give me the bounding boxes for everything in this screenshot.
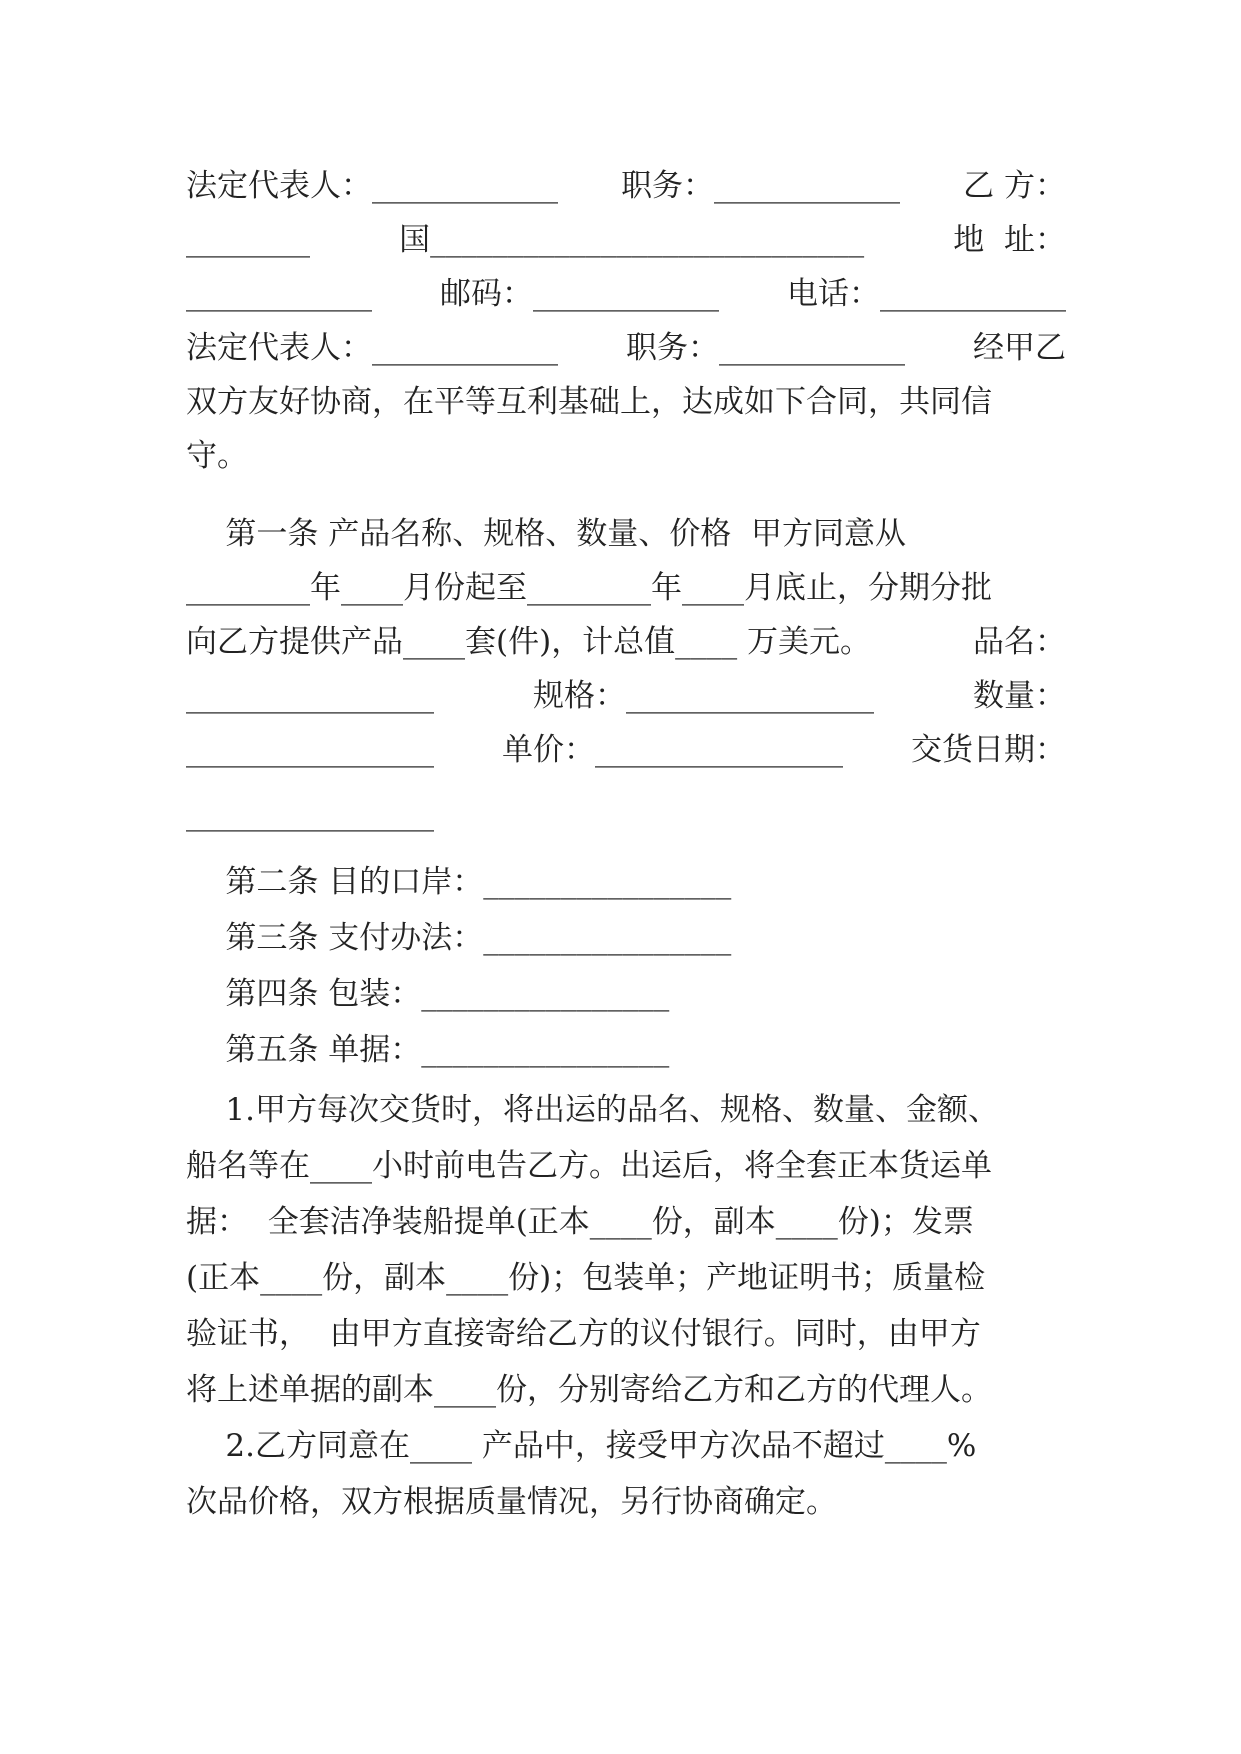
article-3: 第三条 支付办法：________________ xyxy=(186,920,732,956)
line-1-seg-3: 乙 方： xyxy=(963,168,1066,204)
line-9-seg-2: 品名： xyxy=(973,624,1066,660)
line-1-seg-2: 职务：____________ xyxy=(621,168,901,204)
line-11-seg-3: 交货日期： xyxy=(911,732,1066,768)
line-3-seg-2: 邮码：____________ xyxy=(440,276,719,312)
doc-line-12 xyxy=(186,794,1066,834)
article-4: 第四条 包装：________________ xyxy=(186,976,670,1012)
line-5-text: 双方友好协商，在平等互利基础上，达成如下合同，共同信 xyxy=(186,384,992,420)
line-2-seg-3: 地 址： xyxy=(953,222,1066,258)
doc-line-14 xyxy=(186,918,1066,958)
doc-line-23 xyxy=(186,1426,1066,1466)
doc-line-11 xyxy=(186,730,1066,770)
doc-line-5 xyxy=(186,382,1066,422)
doc-line-15 xyxy=(186,974,1066,1014)
line-10-seg-3: 数量： xyxy=(973,678,1066,714)
line-18-text: 船名等在____小时前电告乙方。出运后，将全套正本货运单 xyxy=(186,1148,992,1184)
line-21-text: 验证书， 由甲方直接寄给乙方的议付银行。同时，由甲方 xyxy=(186,1316,981,1352)
line-11-seg-2: 单价：________________ xyxy=(502,732,843,768)
doc-line-16 xyxy=(186,1030,1066,1070)
doc-line-17 xyxy=(186,1090,1066,1130)
doc-line-8 xyxy=(186,568,1066,608)
line-6-text: 守。 xyxy=(186,438,248,474)
line-1-seg-1: 法定代表人：____________ xyxy=(186,168,558,204)
line-8-text: ________年____月份起至________年____月底止，分期分批 xyxy=(186,570,992,606)
clause-2-start: 2.乙方同意在____ 产品中，接受甲方次品不超过____% xyxy=(186,1428,977,1464)
doc-line-9 xyxy=(186,622,1066,662)
line-4-seg-3: 经甲乙 xyxy=(973,330,1066,366)
doc-line-21 xyxy=(186,1314,1066,1354)
doc-line-10 xyxy=(186,676,1066,716)
line-11-seg-1: ________________ xyxy=(186,732,434,768)
doc-line-1 xyxy=(186,166,1066,206)
doc-line-6 xyxy=(186,436,1066,476)
doc-line-24 xyxy=(186,1482,1066,1522)
line-9-seg-1: 向乙方提供产品____套(件)，计总值____ 万美元。 xyxy=(186,624,872,660)
article-2: 第二条 目的口岸：________________ xyxy=(186,864,732,900)
doc-line-22 xyxy=(186,1370,1066,1410)
doc-line-20 xyxy=(186,1258,1066,1298)
line-12-text: ________________ xyxy=(186,796,434,832)
line-10-seg-2: 规格：________________ xyxy=(533,678,874,714)
clause-1-start: 1.甲方每次交货时，将出运的品名、规格、数量、金额、 xyxy=(186,1092,999,1128)
line-19-text: 据： 全套洁净装船提单(正本____份，副本____份)；发票 xyxy=(186,1204,974,1240)
line-2-seg-1: ________ xyxy=(186,222,310,258)
doc-line-3 xyxy=(186,274,1066,314)
line-3-seg-3: 电话：____________ xyxy=(787,276,1066,312)
doc-line-19 xyxy=(186,1202,1066,1242)
line-2-seg-2: 国____________________________ xyxy=(399,222,865,258)
line-10-seg-1: ________________ xyxy=(186,678,434,714)
doc-line-13 xyxy=(186,862,1066,902)
line-4-seg-2: 职务：____________ xyxy=(626,330,905,366)
doc-line-7 xyxy=(186,514,1066,554)
doc-line-18 xyxy=(186,1146,1066,1186)
line-4-seg-1: 法定代表人：____________ xyxy=(186,330,558,366)
line-3-seg-1: ____________ xyxy=(186,276,372,312)
line-20-text: (正本____份，副本____份)；包装单；产地证明书；质量检 xyxy=(186,1260,986,1296)
article-1-heading: 第一条 产品名称、规格、数量、价格 甲方同意从 xyxy=(186,516,906,552)
line-24-text: 次品价格，双方根据质量情况，另行协商确定。 xyxy=(186,1484,837,1520)
article-5: 第五条 单据：________________ xyxy=(186,1032,670,1068)
line-22-text: 将上述单据的副本____份，分别寄给乙方和乙方的代理人。 xyxy=(186,1372,992,1408)
doc-line-4 xyxy=(186,328,1066,368)
doc-line-2 xyxy=(186,220,1066,260)
